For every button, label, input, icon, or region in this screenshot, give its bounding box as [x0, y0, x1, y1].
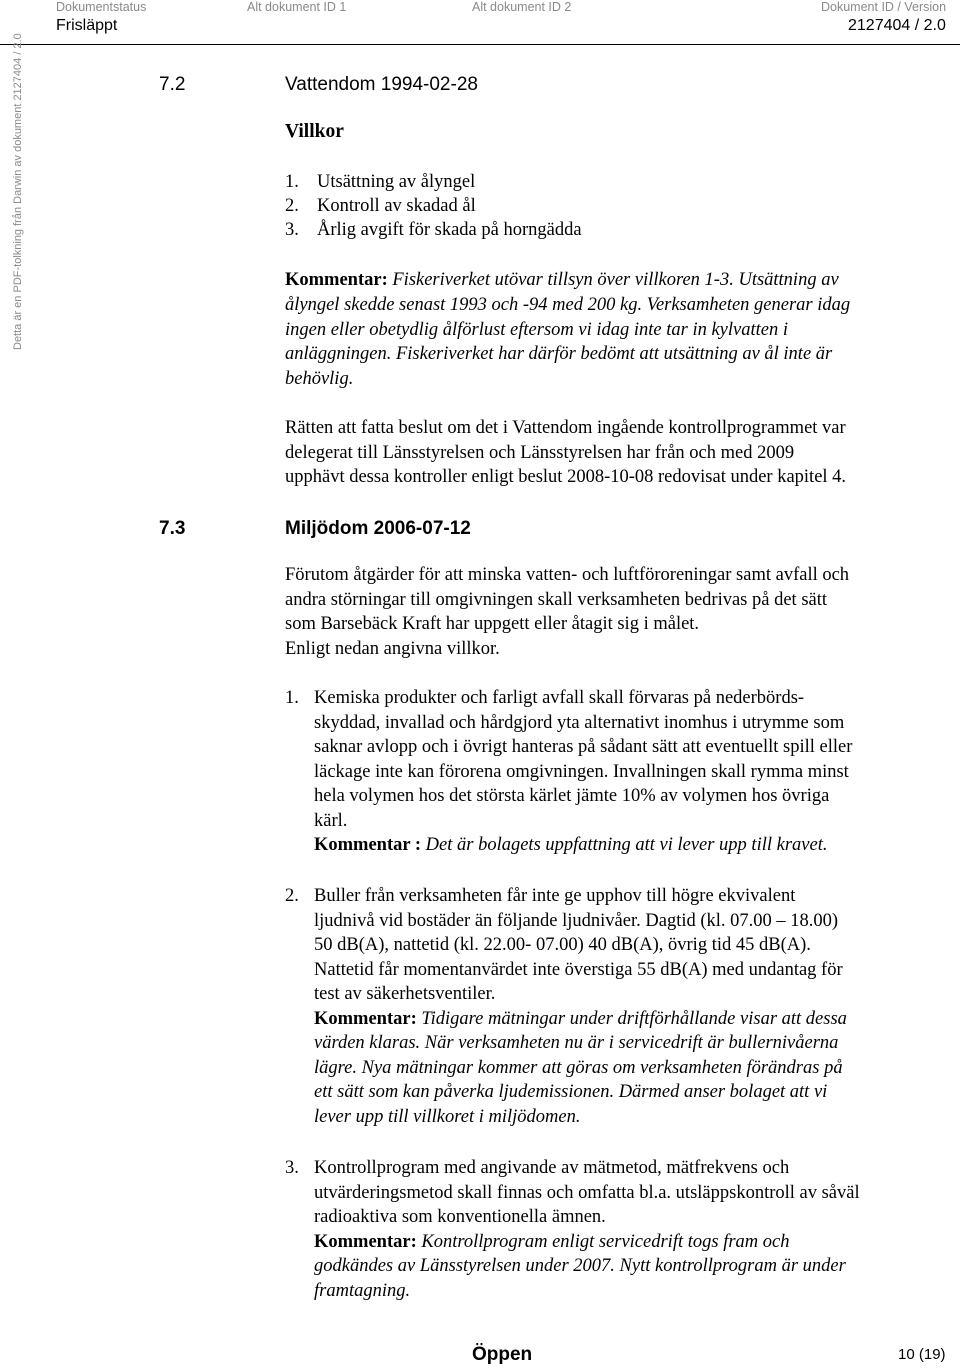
paragraph-line: Rätten att fatta beslut om det i Vattendom ingående kontrollprogrammet var	[285, 418, 846, 438]
item-comment	[314, 1230, 789, 1255]
label-alt-doc-id-1: Alt dokument ID 1	[247, 0, 347, 14]
condition-text: Kontroll av skadad ål	[317, 196, 476, 216]
comment-line: ett sätt som kan påverka ljudemissionen. Därmed anser bolaget att vi	[314, 1082, 828, 1102]
condition-number: 3.	[285, 220, 299, 240]
item-line: skyddad, invallad och hårdgjord yta alternativt inomhus i utrymme som	[314, 713, 845, 733]
condition-number: 1.	[285, 172, 299, 192]
item-line: hela volymen hos det största kärlet jämte 10% av volymen hos övriga	[314, 786, 830, 806]
condition-text: Årlig avgift för skada på horngädda	[317, 220, 582, 240]
item-line: saknar avlopp och i övrigt hanteras på sådant sätt att eventuellt spill eller	[314, 737, 853, 757]
label-document-status: Dokumentstatus	[56, 0, 147, 14]
item-line: kärl.	[314, 811, 348, 831]
classification-label: Öppen	[472, 1344, 533, 1365]
comment-label: Kommentar:	[285, 270, 388, 290]
document-status-value: Frisläppt	[56, 17, 118, 34]
comment-text: Tidigare mätningar under driftförhållande visar att dessa	[416, 1009, 847, 1029]
comment-line	[285, 268, 839, 293]
item-number: 2.	[285, 886, 299, 906]
comment-line: godkändes av Länsstyrelsen under 2007. Nytt kontrollprogram är under	[314, 1256, 846, 1276]
condition-3	[285, 1156, 945, 1306]
item-comment	[314, 833, 827, 858]
paragraph-line: delegerat till Länsstyrelsen och Länsstyrelsen har från och med 2009	[285, 443, 795, 463]
comment-text: Fiskeriverket utövar tillsyn över villkoren 1-3. Utsättning av	[387, 270, 839, 290]
item-line: ljudnivå vid bostäder än följande ljudnivåer. Dagtid (kl. 07.00 – 18.00)	[314, 911, 839, 931]
item-line: Kemiska produkter och farligt avfall skall förvaras på nederbörds-	[314, 688, 805, 708]
section-number: 7.2	[159, 74, 186, 95]
comment-line: lägre. Nya mätningar kommer att göras om verksamheten förändras på	[314, 1058, 843, 1078]
document-header	[0, 0, 960, 45]
villkor-subheading: Villkor	[285, 121, 344, 142]
item-line: Kontrollprogram med angivande av mätmetod, mätfrekvens och	[314, 1158, 790, 1178]
comment-line: lever upp till villkoret i miljödomen.	[314, 1107, 581, 1127]
item-line: test av säkerhetsventiler.	[314, 984, 496, 1004]
side-note-text: Detta är en PDF-tolkning från Darwin av dokument 2127404 / 2.0	[12, 33, 24, 350]
item-number: 1.	[285, 688, 299, 708]
label-doc-id-version: Dokument ID / Version	[821, 0, 947, 14]
item-line: radioaktiva som konventionella ämnen.	[314, 1207, 606, 1227]
intro-line: Förutom åtgärder för att minska vatten- och luftföroreningar samt avfall och	[285, 565, 850, 585]
item-line: läckage inte kan förorena omgivningen. Invallningen skall rymma minst	[314, 762, 849, 782]
page-number: 10 (19)	[898, 1346, 946, 1363]
condition-1	[285, 686, 945, 866]
item-line: utvärderingsmetod skall finnas och omfatta bl.a. utsläppskontroll av såväl	[314, 1183, 860, 1203]
item-comment	[314, 1007, 847, 1032]
condition-number: 2.	[285, 196, 299, 216]
comment-label: Kommentar :	[314, 835, 422, 855]
item-line: Nattetid får momentanvärdet inte överstiga 55 dB(A) med undantag för	[314, 960, 843, 980]
item-line: 50 dB(A), nattetid (kl. 22.00- 07.00) 40 dB(A), övrig tid 45 dB(A).	[314, 935, 811, 955]
section-title: Vattendom 1994-02-28	[285, 74, 478, 95]
item-number: 3.	[285, 1158, 299, 1178]
comment-line: anläggningen. Fiskeriverket har därför bedömt att utsättning av ål inte är	[285, 344, 833, 364]
intro-line: Enligt nedan angivna villkor.	[285, 639, 500, 659]
condition-text: Utsättning av ålyngel	[317, 172, 476, 192]
comment-text: Kontrollprogram enligt servicedrift togs fram och	[416, 1232, 790, 1252]
intro-line: andra störningar till omgivningen skall verksamheten bedrivas på det sätt	[285, 590, 828, 610]
comment-line: framtagning.	[314, 1281, 411, 1301]
comment-line: ingen eller obetydlig ålförlust eftersom vi idag inte tar in kylvatten i	[285, 320, 789, 340]
condition-2	[285, 884, 945, 1134]
comment-label: Kommentar:	[314, 1232, 417, 1252]
section-number: 7.3	[159, 518, 186, 539]
section-title: Miljödom 2006-07-12	[285, 518, 471, 539]
item-line: Buller från verksamheten får inte ge upphov till högre ekvivalent	[314, 886, 796, 906]
paragraph-line: upphävt dessa kontroller enligt beslut 2008-10-08 redovisat under kapitel 4.	[285, 467, 847, 487]
comment-line: ålyngel skedde senast 1993 och -94 med 200 kg. Verksamheten generar idag	[285, 295, 851, 315]
label-alt-doc-id-2: Alt dokument ID 2	[472, 0, 572, 14]
comment-line: värden klaras. När verksamheten nu är i servicedrift är bullernivåerna	[314, 1033, 839, 1053]
comment-text: Det är bolagets uppfattning att vi lever upp till kravet.	[421, 835, 828, 855]
document-id-version-value: 2127404 / 2.0	[848, 17, 946, 34]
intro-line: som Barsebäck Kraft har uppgett eller åtagit sig i målet.	[285, 614, 700, 634]
comment-label: Kommentar:	[314, 1009, 417, 1029]
side-note	[0, 33, 24, 350]
comment-line: behövlig.	[285, 369, 354, 389]
